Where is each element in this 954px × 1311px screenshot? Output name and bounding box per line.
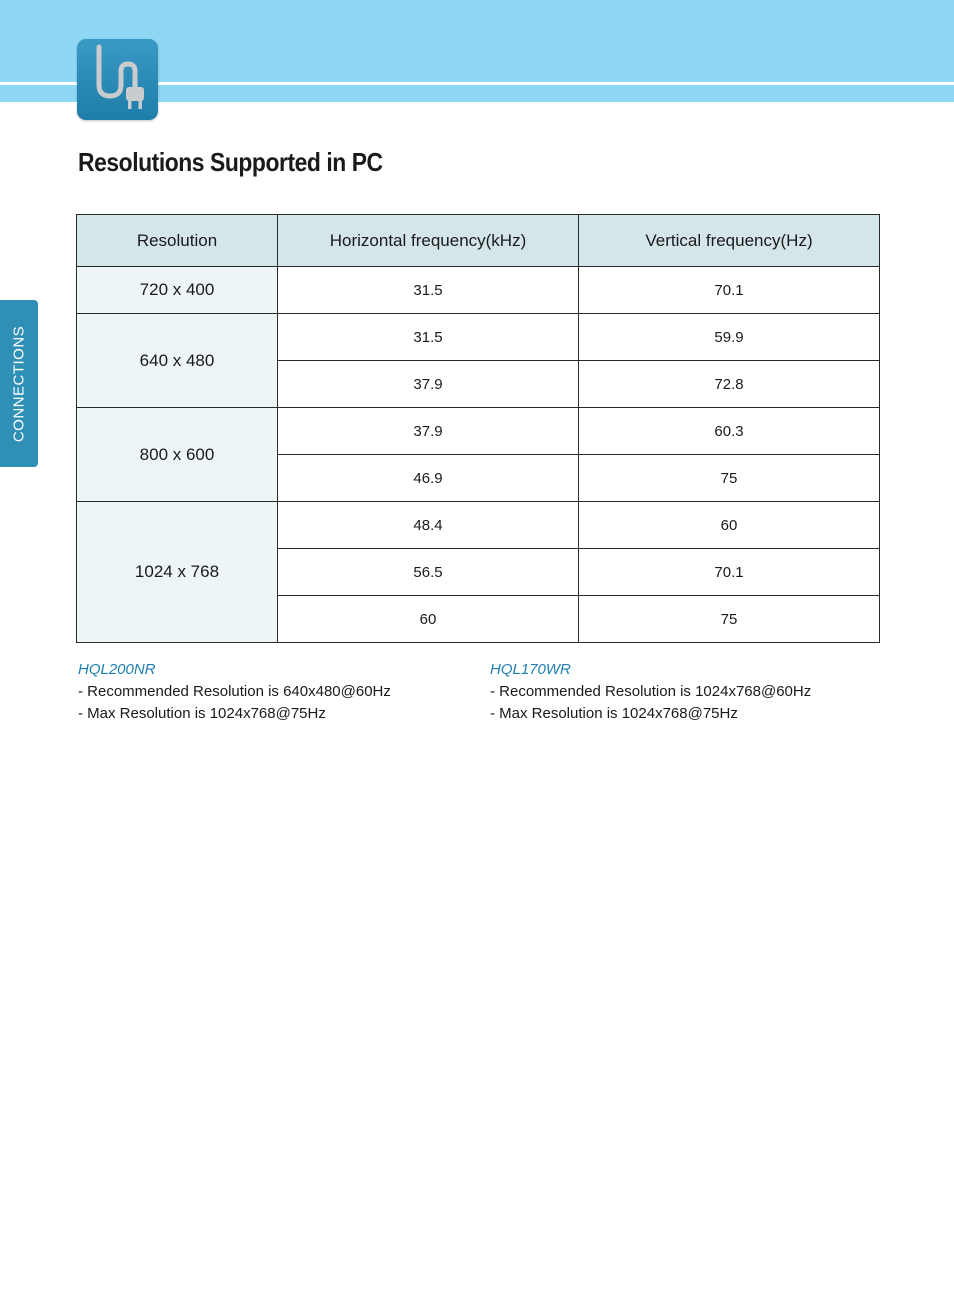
plug-cable-icon — [77, 39, 158, 120]
horizontal-frequency-cell: 56.5 — [278, 549, 579, 596]
resolution-cell: 800 x 600 — [77, 408, 278, 502]
horizontal-frequency-cell: 46.9 — [278, 455, 579, 502]
resolution-cell: 1024 x 768 — [77, 502, 278, 643]
vertical-frequency-cell: 75 — [579, 455, 880, 502]
vertical-frequency-cell: 72.8 — [579, 361, 880, 408]
table-row — [77, 267, 880, 314]
model-name: HQL170WR — [490, 661, 571, 678]
model-note-hql200nr — [78, 659, 391, 725]
horizontal-frequency-cell: 37.9 — [278, 408, 579, 455]
table-header-row — [77, 215, 880, 267]
header-vertical-frequency: Vertical frequency(Hz) — [579, 215, 880, 267]
horizontal-frequency-cell: 31.5 — [278, 314, 579, 361]
horizontal-frequency-cell: 60 — [278, 596, 579, 643]
resolution-cell: 640 x 480 — [77, 314, 278, 408]
horizontal-frequency-cell: 48.4 — [278, 502, 579, 549]
header-horizontal-frequency: Horizontal frequency(kHz) — [278, 215, 579, 267]
table-row — [77, 314, 880, 361]
vertical-frequency-cell: 70.1 — [579, 549, 880, 596]
vertical-frequency-cell: 60.3 — [579, 408, 880, 455]
note-line: - Max Resolution is 1024x768@75Hz — [490, 705, 738, 722]
resolution-cell: 720 x 400 — [77, 267, 278, 314]
vertical-frequency-cell: 60 — [579, 502, 880, 549]
vertical-frequency-cell: 59.9 — [579, 314, 880, 361]
note-line: - Recommended Resolution is 1024x768@60Hz — [490, 683, 812, 700]
note-line: - Max Resolution is 1024x768@75Hz — [78, 705, 326, 722]
resolution-table — [76, 214, 880, 643]
note-line: - Recommended Resolution is 640x480@60Hz — [78, 683, 391, 700]
model-name: HQL200NR — [78, 661, 156, 678]
header-resolution: Resolution — [77, 215, 278, 267]
table-row — [77, 408, 880, 455]
model-note-hql170wr — [490, 659, 811, 725]
horizontal-frequency-cell: 37.9 — [278, 361, 579, 408]
section-tab-label: CONNECTIONS — [10, 325, 28, 443]
page-title: Resolutions Supported in PC — [78, 147, 383, 177]
table-row — [77, 502, 880, 549]
vertical-frequency-cell: 70.1 — [579, 267, 880, 314]
horizontal-frequency-cell: 31.5 — [278, 267, 579, 314]
vertical-frequency-cell: 75 — [579, 596, 880, 643]
